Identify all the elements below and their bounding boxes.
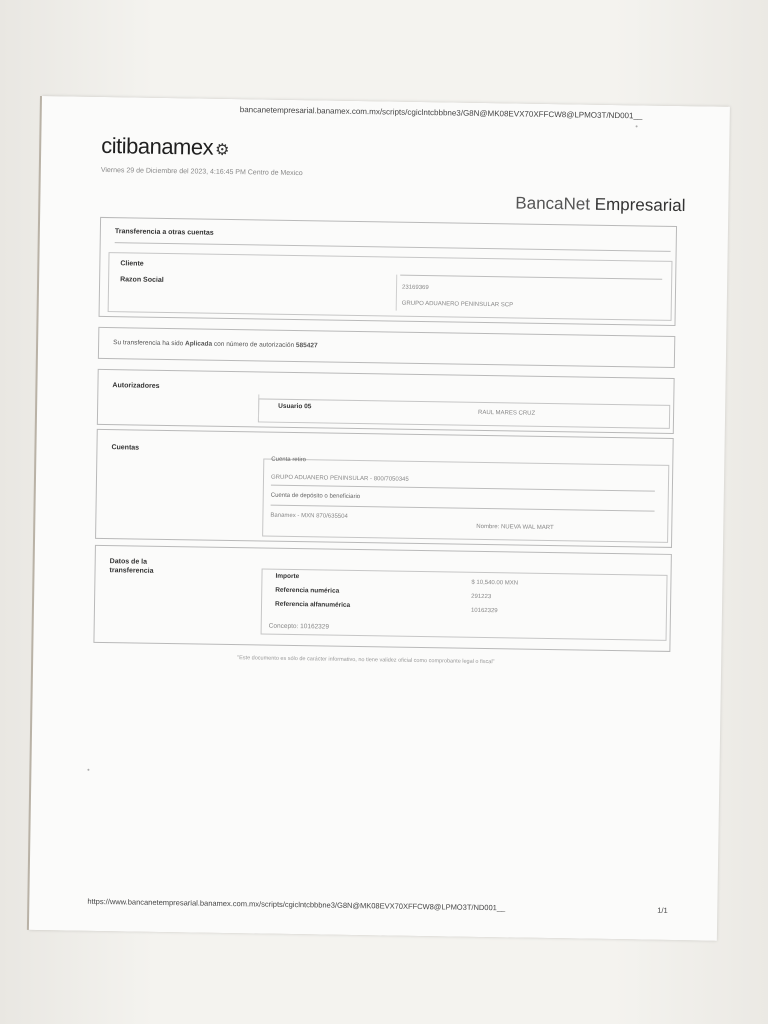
confirmation-banner <box>98 327 675 368</box>
authorizer-row <box>258 398 670 428</box>
confirmation-message <box>113 339 318 349</box>
transfer-status: Aplicada <box>184 340 213 348</box>
authorizers-section <box>97 369 675 434</box>
numeric-reference-value: 291223 <box>471 593 492 601</box>
scan-speck <box>636 125 638 127</box>
page-number: 1/1 <box>657 905 668 915</box>
company-label: Razon Social <box>120 276 164 284</box>
transfer-details-title-line2: transferencia <box>109 567 154 575</box>
accounts-title: Cuentas <box>111 444 140 452</box>
client-number: 23169369 <box>401 284 429 292</box>
citibanamex-logo <box>101 133 229 161</box>
authorizer-name: RAUL MARES CRUZ <box>478 409 536 417</box>
authorization-number: 585427 <box>295 342 318 350</box>
product-name-banca: Banca <box>515 193 564 214</box>
withdrawal-account: GRUPO ADUANERO PENINSULAR - 800/7050345 <box>270 474 409 483</box>
numeric-reference-label: Referencia numérica <box>275 586 340 595</box>
footer-url: https://www.bancanetempresarial.banamex.com.mx/scripts/cgiclntcbbbne3/G8N@MK08EVX70XFFCW8@LPMO3T/ND001__ <box>87 896 506 913</box>
authorizer-user-label: Usuario 05 <box>278 402 312 411</box>
divider <box>115 242 671 252</box>
printed-page <box>29 96 730 941</box>
accounts-section <box>95 429 674 548</box>
transfer-client-section <box>99 217 677 326</box>
confirmation-prefix: Su transferencia ha sido <box>113 339 186 348</box>
deposit-account-label: Cuenta de depósito o beneficiario <box>270 492 361 501</box>
client-box <box>108 252 673 321</box>
transfer-details-title-line1: Datos de la <box>109 558 148 566</box>
withdrawal-account-label: Cuenta retiro <box>271 456 307 464</box>
disclaimer: "Este documento es sólo de carácter informativo, no tiene validez oficial como comprobante legal o fiscal" <box>237 655 495 666</box>
bancanet-empresarial-logo <box>515 193 685 216</box>
amount-value: $ 10,540.00 MXN <box>471 579 519 587</box>
logo-text: citibanamex <box>101 132 214 160</box>
beneficiary-name: Nombre: NUEVA WAL MART <box>476 523 554 532</box>
product-name-net: Net <box>563 194 591 214</box>
amount-label: Importe <box>275 572 300 581</box>
confirmation-middle: con número de autorización <box>212 340 296 350</box>
company-name: GRUPO ADUANERO PENINSULAR SCP <box>401 300 514 309</box>
alphanumeric-reference-value: 10162329 <box>470 607 498 615</box>
alphanumeric-reference-label: Referencia alfanumérica <box>274 600 351 609</box>
gear-icon: ⚙ <box>214 141 230 159</box>
authorizers-title: Autorizadores <box>112 382 160 390</box>
header-url: bancanetempresarial.banamex.com.mx/scripts/cgiclntcbbbne3/G8N@MK08EVX70XFFCW8@LPMO3T/ND001__ <box>239 105 643 121</box>
deposit-account: Banamex - MXN 870/635504 <box>270 512 348 520</box>
scan-speck <box>87 769 89 771</box>
transfer-details-section <box>93 545 671 652</box>
accounts-box <box>262 456 669 543</box>
client-label: Cliente <box>120 260 144 268</box>
transfer-type-title: Transferencia a otras cuentas <box>114 228 214 237</box>
concept: Concepto: 10162329 <box>268 622 330 631</box>
product-name-empresarial: Empresarial <box>589 194 686 216</box>
print-date: Viernes 29 de Diciembre del 2023, 4:16:45 PM Centro de Mexico <box>100 166 303 178</box>
